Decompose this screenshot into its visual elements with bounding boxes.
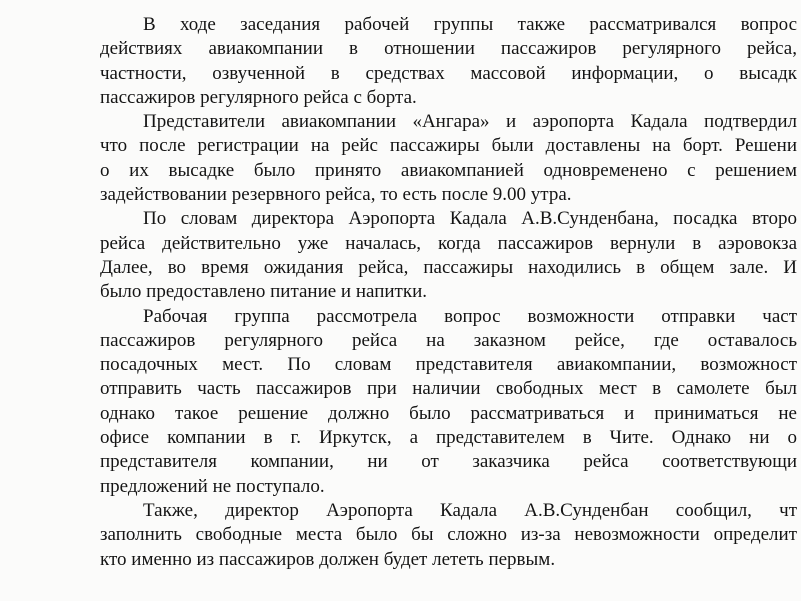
text-line: По словам директора Аэропорта Кадала А.В.Сунденбана, посадка второ [143, 208, 797, 230]
text-line: что после регистрации на рейс пассажиры были доставлены на борт. Решени [100, 135, 797, 157]
text-line: однако такое решение должно было рассматриваться и приниматься не [100, 402, 797, 424]
text-line: пассажиров регулярного рейса на заказном рейсе, где оставалось [100, 329, 797, 351]
text-line: пассажиров регулярного рейса с борта. [100, 86, 417, 108]
paragraph [100, 13, 797, 110]
document-page [100, 13, 797, 593]
text-line: предложений не поступало. [100, 475, 325, 497]
text-line: действиях авиакомпании в отношении пассажиров регулярного рейса, [100, 38, 797, 60]
text-line: кто именно из пассажиров должен будет лететь первым. [100, 548, 556, 570]
paragraph [100, 207, 797, 304]
text-line: заполнить свободные места было бы сложно из-за невозможности определит [100, 524, 797, 546]
text-line: было предоставлено питание и напитки. [100, 281, 427, 303]
text-line: офисе компании в г. Иркутск, а представителем в Чите. Однако ни о [100, 427, 797, 449]
text-line: рейса действительно уже началась, когда пассажиров вернули в аэровокза [100, 232, 797, 254]
text-line: представителя компании, ни от заказчика рейса соответствующи [100, 451, 797, 473]
text-line: посадочных мест. По словам представителя авиакомпании, возможност [100, 354, 797, 376]
paragraph [100, 110, 797, 207]
text-line: Рабочая группа рассмотрела вопрос возможности отправки част [143, 305, 797, 327]
text-line: Представители авиакомпании «Ангара» и аэропорта Кадала подтвердил [143, 111, 797, 133]
text-line: Также, директор Аэропорта Кадала А.В.Сунденбан сообщил, чт [143, 499, 797, 521]
text-line: Далее, во время ожидания рейса, пассажиры находились в общем зале. И [100, 256, 797, 278]
text-line: В ходе заседания рабочей группы также рассматривался вопрос [143, 14, 797, 35]
paragraph [100, 499, 797, 572]
text-line: частности, озвученной в средствах массовой информации, о высадк [100, 62, 797, 84]
text-line: о их высадке было принято авиакомпанией одновременено с решением [100, 159, 797, 181]
text-line: отправить часть пассажиров при наличии свободных мест в самолете был [100, 378, 797, 400]
paragraph [100, 305, 797, 499]
text-line: задействовании резервного рейса, то есть после 9.00 утра. [100, 184, 572, 206]
